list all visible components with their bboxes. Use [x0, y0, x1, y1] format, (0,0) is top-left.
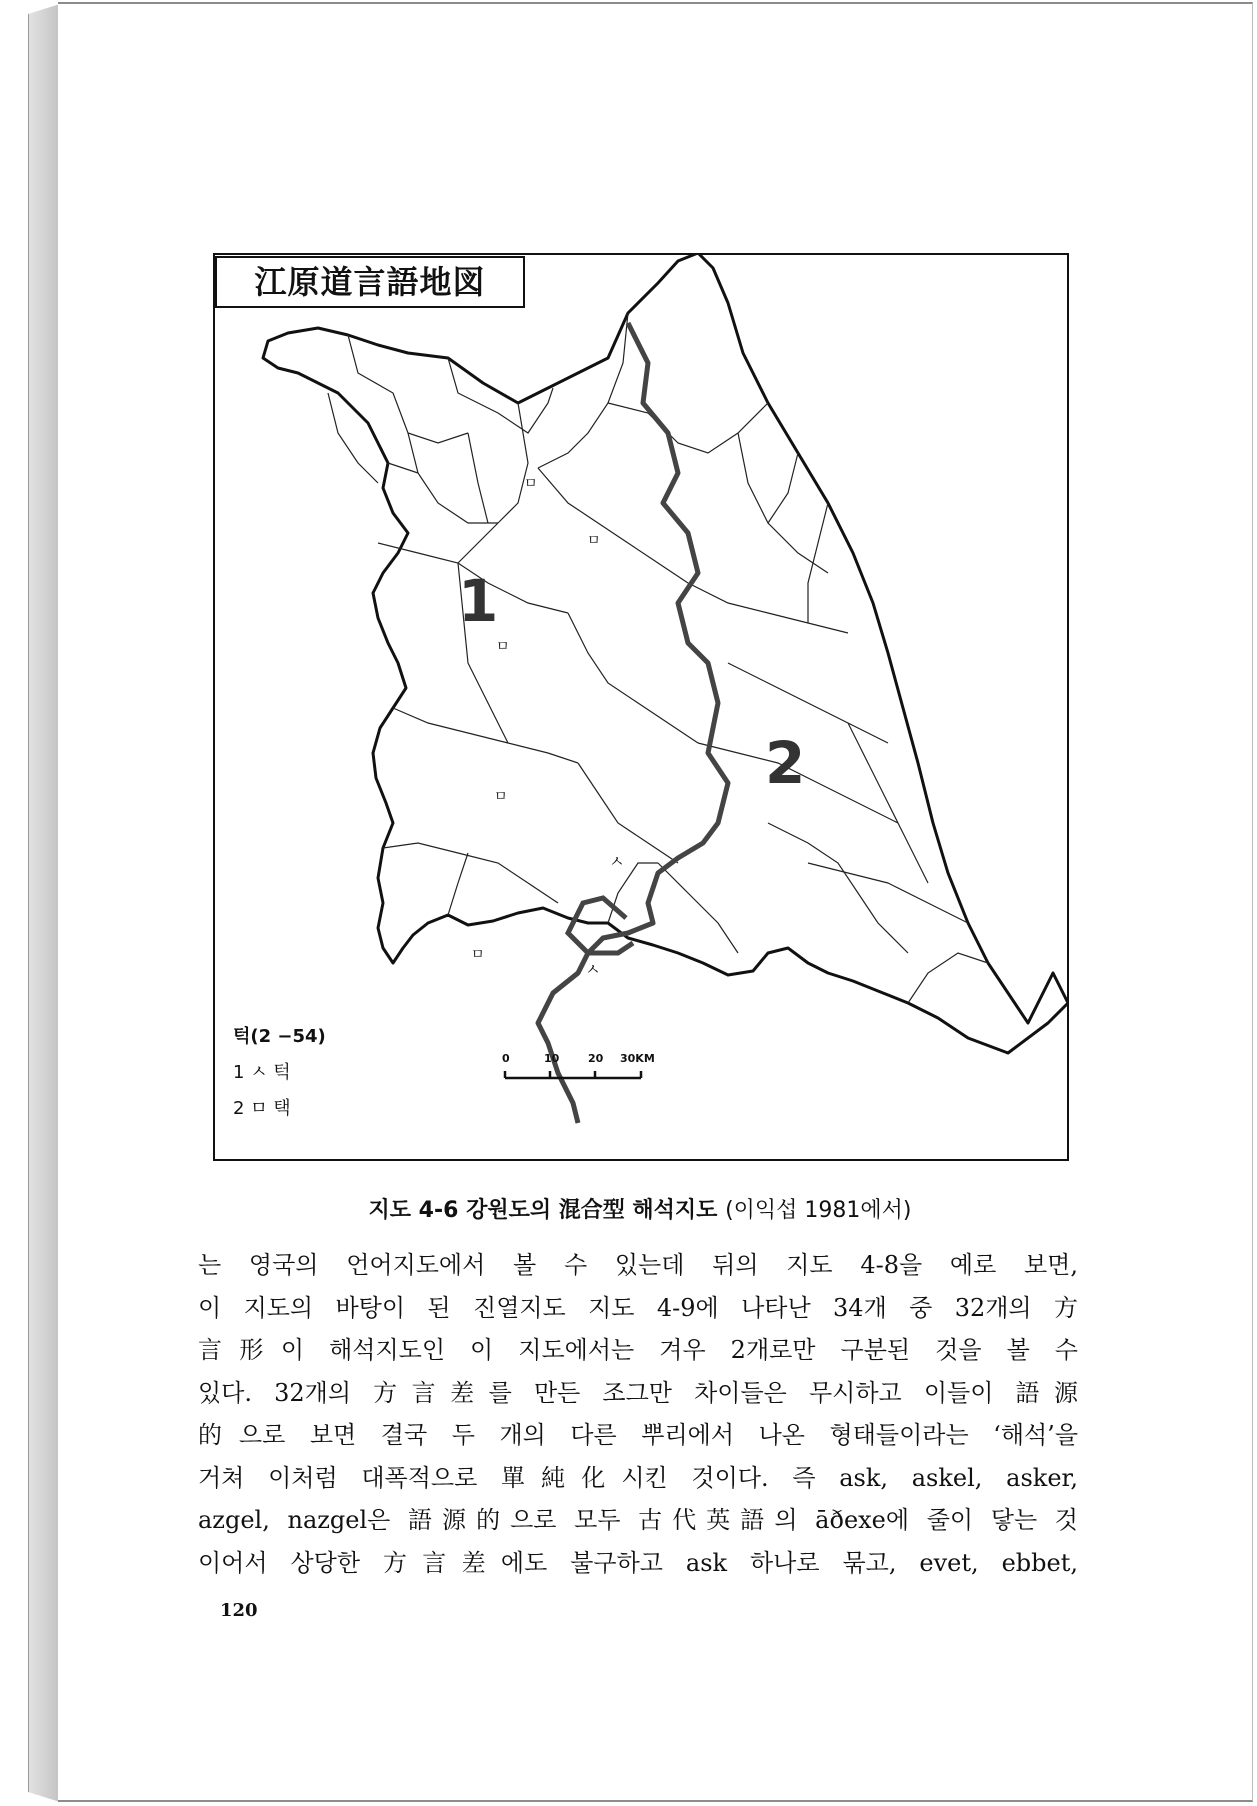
book-spine: [28, 4, 60, 1802]
marker: ㅅ: [585, 960, 601, 979]
map-legend: [233, 1019, 326, 1127]
scale-bar: [505, 1071, 641, 1078]
body-line: 거쳐 이처럼 대폭적으로 單純化시킨 것이다. 즉 ask, askel, asker,: [198, 1463, 1078, 1492]
map-title: 江原道言語地図: [215, 256, 525, 308]
caption-label: 지도 4-6 강원도의 混合型 해석지도: [368, 1198, 718, 1223]
body-line: 는 영국의 언어지도에서 볼 수 있는데 뒤의 지도 4-8을 예로 보면,: [198, 1251, 1078, 1279]
marker: ㅁ: [494, 789, 508, 805]
scale-tick-label: 20: [588, 1052, 604, 1065]
scale-tick-label: 30KM: [620, 1052, 655, 1065]
marker: ㅁ: [496, 639, 510, 655]
scale-tick-label: 10: [544, 1052, 560, 1065]
province-outline: [263, 253, 1068, 1053]
dialect-map: [213, 253, 1069, 1161]
body-line: 言形이 해석지도인 이 지도에서는 겨우 2개로만 구분된 것을 볼 수: [198, 1336, 1078, 1364]
region-label-1: 1: [458, 567, 499, 635]
marker: ㅁ: [524, 476, 538, 492]
page-number: 120: [220, 1600, 258, 1621]
legend-title: 턱(2 −54): [233, 1026, 326, 1047]
region-label-2: 2: [765, 729, 806, 797]
figure-caption: [200, 1193, 1080, 1224]
body-paragraph: [198, 1244, 1078, 1584]
body-line: 있다. 32개의 方言差를 만든 조그만 차이들은 무시하고 이들이 語源: [198, 1378, 1078, 1407]
body-line: 이어서 상당한 方言差에도 불구하고 ask 하나로 묶고, evet, ebbet,: [198, 1548, 1078, 1577]
body-line: 的으로 보면 결국 두 개의 다른 뿌리에서 나온 형태들이라는 ‘해석’을: [198, 1421, 1078, 1449]
legend-item: 2 ㅁ 택: [233, 1098, 291, 1119]
scale-tick-label: 0: [502, 1052, 510, 1065]
body-line: 이 지도의 바탕이 된 진열지도 지도 4-9에 나타난 34개 중 32개의 方: [198, 1293, 1078, 1322]
marker: ㅁ: [587, 533, 601, 549]
marker: ㅁ: [471, 947, 485, 963]
body-line: azgel, nazgel은 語源的으로 모두 古代英語의 āðexe에 줄이 닿는 것: [198, 1506, 1078, 1534]
caption-source: (이익섭 1981에서): [725, 1198, 912, 1223]
marker: ㅅ: [609, 852, 625, 871]
legend-item: 1 ㅅ 턱: [233, 1062, 291, 1083]
